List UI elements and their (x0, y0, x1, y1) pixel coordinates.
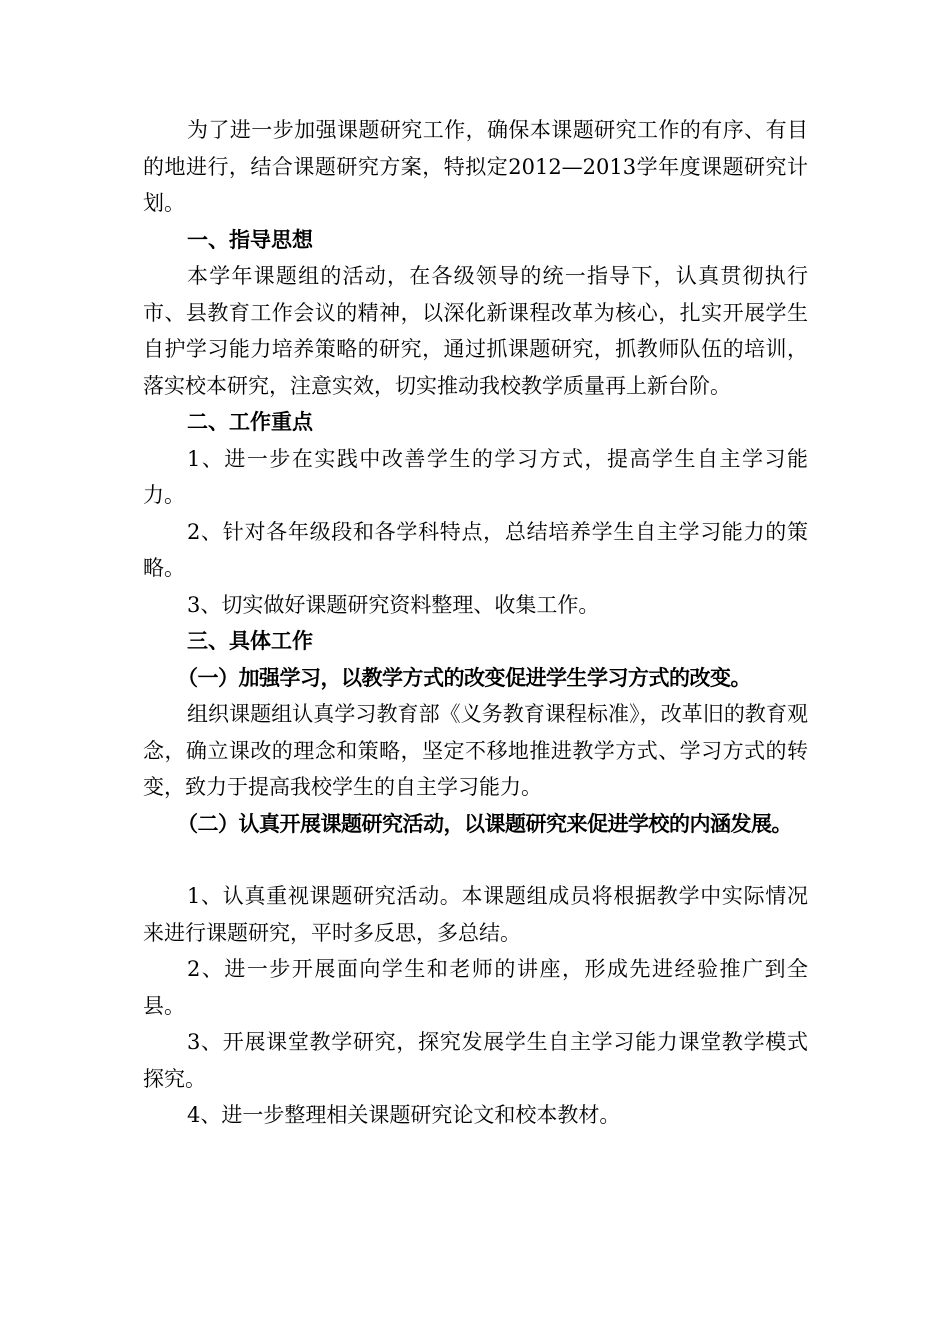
subsection-heading-research-activities: （二）认真开展课题研究活动，以课题研究来促进学校的内涵发展。 (177, 811, 792, 836)
intro-paragraph: 为了进一步加强课题研究工作，确保本课题研究工作的有序、有目的地进行，结合课题研究方案，特拟定2012—2013学年度课题研究计划。 (143, 118, 808, 215)
work-focus-item: 3、切实做好课题研究资料整理、收集工作。 (187, 592, 600, 617)
research-activity-item: 3、开展课堂教学研究，探究发展学生自主学习能力课堂教学模式探究。 (143, 1030, 808, 1091)
strengthen-learning-paragraph: 组织课题组认真学习教育部《义务教育课程标准》，改革旧的教育观念，确立课改的理念和策略，坚定不移地推进教学方式、学习方式的转变，致力于提高我校学生的自主学习能力。 (143, 702, 808, 799)
subsection-heading-strengthen-learning: （一）加强学习，以教学方式的改变促进学生学习方式的改变。 (177, 665, 751, 690)
section-heading-specific-work: 三、具体工作 (187, 629, 313, 653)
section-heading-guiding-ideology: 一、指导思想 (187, 227, 313, 252)
research-activity-item: 1、认真重视课题研究活动。本课题组成员将根据教学中实际情况来进行课题研究，平时多反思，多总结。 (143, 884, 808, 945)
work-focus-item: 1、进一步在实践中改善学生的学习方式，提高学生自主学习能力。 (143, 446, 808, 507)
guiding-ideology-paragraph: 本学年课题组的活动，在各级领导的统一指导下，认真贯彻执行市、县教育工作会议的精神，以深化新课程改革为核心，扎实开展学生自护学习能力培养策略的研究，通过抓课题研究，抓教师队伍的培训，落实校本研究，注意实效，切实推动我校教学质量再上新台阶。 (143, 264, 808, 398)
research-activity-item: 4、进一步整理相关课题研究论文和校本教材。 (187, 1103, 621, 1127)
section-heading-work-focus: 二、工作重点 (187, 410, 313, 434)
document-page (143, 112, 808, 1134)
research-activity-item: 2、进一步开展面向学生和老师的讲座，形成先进经验推广到全县。 (143, 957, 808, 1018)
work-focus-item: 2、针对各年级段和各学科特点，总结培养学生自主学习能力的策略。 (143, 519, 808, 580)
